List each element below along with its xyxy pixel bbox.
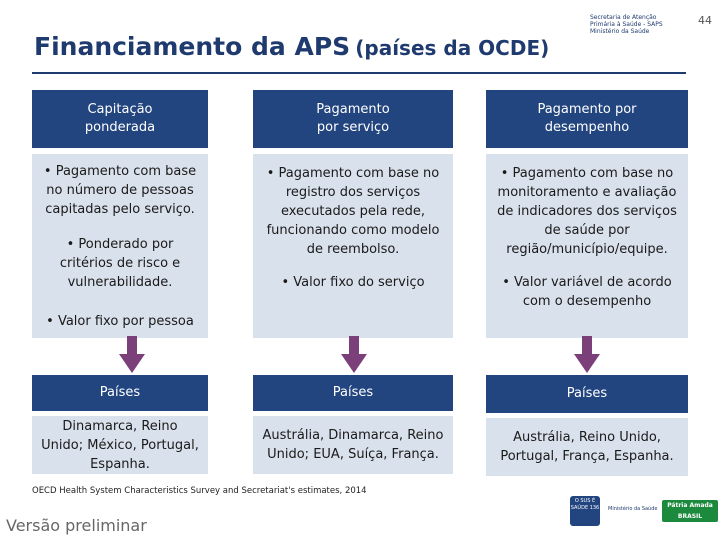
title-underline: [32, 72, 686, 74]
brasil-logo: Pátria Amada BRASIL: [662, 500, 718, 522]
column-1-countries-header: Países: [32, 375, 208, 411]
column-2-header: [253, 90, 453, 148]
column-2-point-2: • Valor fixo do serviço: [281, 275, 425, 290]
column-2-point-1: • Pagamento com base no registro dos serviços executados pela rede, funcionando como modelo de reembolso.: [266, 166, 440, 257]
column-1-header-line-2: ponderada: [84, 120, 156, 135]
column-2-countries: Austrália, Dinamarca, Reino Unido; EUA, Suíça, França.: [253, 416, 453, 474]
source-reference: OECD Health System Characteristics Survey and Secretariat's estimates, 2014: [32, 486, 367, 496]
column-3-point-2: • Valor variável de acordo com o desempenho: [502, 275, 672, 309]
title-sub: (países da OCDE): [355, 36, 550, 60]
column-1-header: [32, 90, 208, 148]
page-number: 44: [698, 14, 712, 27]
ministerio-logo: Ministério da Saúde: [608, 506, 658, 512]
column-3-header-line-1: Pagamento por: [537, 102, 637, 117]
column-1-body: [32, 154, 208, 338]
arrow-down-icon: [341, 336, 367, 374]
column-3-body: [486, 154, 688, 338]
column-3-header: [486, 90, 688, 148]
column-1-header-line-1: Capitação: [87, 102, 153, 117]
logo-line-1: Secretaria de Atenção: [590, 14, 657, 21]
column-1-countries: Dinamarca, Reino Unido; México, Portugal, Espanha.: [32, 416, 208, 474]
column-1-point-2: • Ponderado por critérios de risco e vulnerabilidade.: [59, 237, 181, 290]
column-2-countries-header: Países: [253, 375, 453, 411]
column-2-header-line-1: Pagamento: [316, 102, 390, 117]
watermark: Versão preliminar: [6, 516, 147, 535]
sus-136-logo: O SUS É SAÚDE 136: [570, 496, 600, 526]
column-2-header-line-2: por serviço: [316, 120, 390, 135]
column-3-countries-header: Países: [486, 375, 688, 413]
column-1-point-1: • Pagamento com base no número de pessoas capitadas pelo serviço.: [43, 164, 197, 217]
page-title: [34, 32, 549, 61]
column-1-point-3: • Valor fixo por pessoa: [46, 314, 194, 329]
column-2-body: [253, 154, 453, 338]
column-3-header-line-2: desempenho: [544, 120, 630, 135]
column-3-point-1: • Pagamento com base no monitoramento e avaliação de indicadores dos serviços de saúde por região/município/equipe.: [497, 166, 677, 257]
arrow-down-icon: [119, 336, 145, 374]
ministry-logo: [590, 14, 708, 34]
arrow-down-icon: [574, 336, 600, 374]
logo-line-3: Ministério da Saúde: [590, 28, 650, 35]
column-3-countries: Austrália, Reino Unido, Portugal, França, Espanha.: [486, 418, 688, 476]
logo-line-2: Primária à Saúde - SAPS: [590, 21, 663, 28]
footer-logos: [570, 496, 720, 526]
title-main: Financiamento da APS: [34, 32, 351, 61]
